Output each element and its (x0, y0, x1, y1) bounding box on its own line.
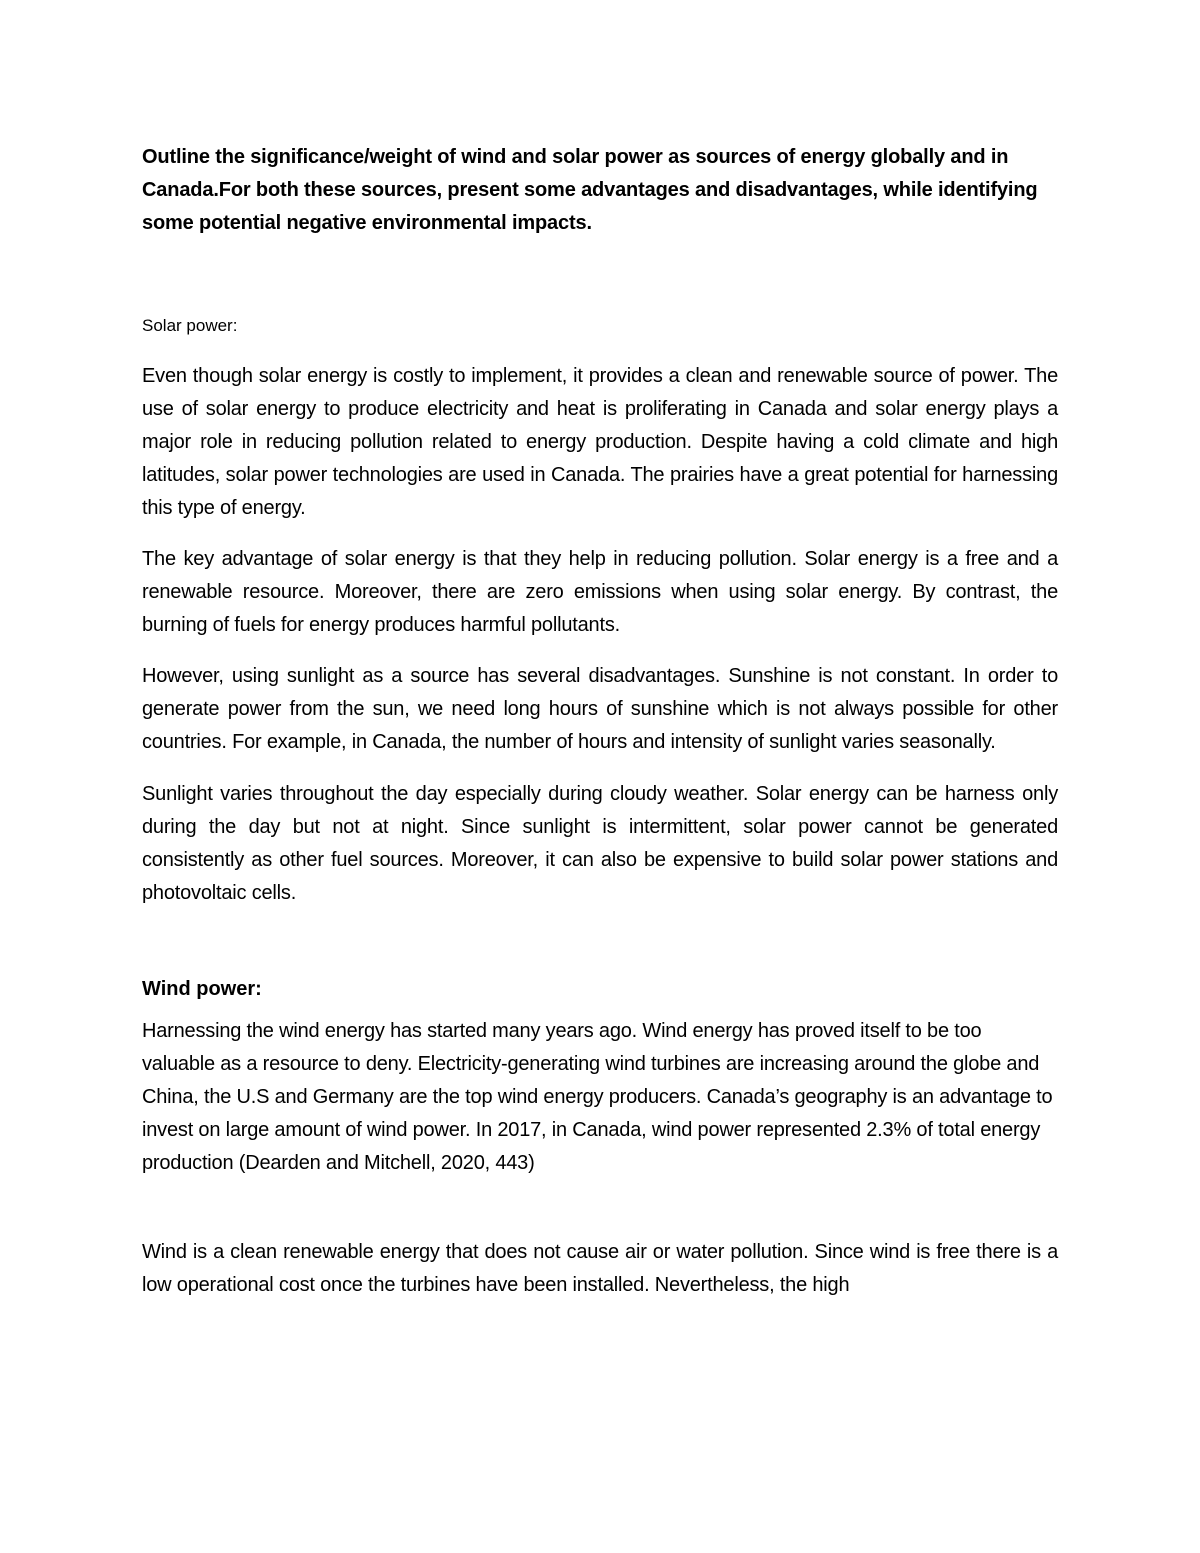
wind-power-label: Wind power: (142, 978, 262, 1000)
solar-paragraph-2: The key advantage of solar energy is that they help in reducing pollution. Solar energy is a free and a renewable resource. Moreover, there are zero emissions when using solar energy. By contrast, the burning of fuels for energy produces harmful pollutants. (142, 548, 1058, 636)
wind-paragraph-1: Harnessing the wind energy has started many years ago. Wind energy has proved itself to be too valuable as a resource to deny. Electricity-generating wind turbines are increasing around the globe and China, the U.S and Germany are the top wind energy producers. Canada’s geography is an advantage to invest on large amount of wind power. In 2017, in Canada, wind power represented 2.3% of total energy production (Dearden and Mitchell, 2020, 443) (142, 1020, 1053, 1174)
solar-paragraph-1: Even though solar energy is costly to implement, it provides a clean and renewable source of power. The use of solar energy to produce electricity and heat is proliferating in Canada and solar energy plays a major role in reducing pollution related to energy production. Despite having a cold climate and high latitudes, solar power technologies are used in Canada. The prairies have a great potential for harnessing this type of energy. (142, 365, 1058, 519)
document-body (142, 141, 1058, 1302)
solar-power-label: Solar power: (142, 316, 238, 335)
solar-paragraph-3: However, using sunlight as a source has several disadvantages. Sunshine is not constant. In order to generate power from the sun, we need long hours of sunshine which is not always possible for other countries. For example, in Canada, the number of hours and intensity of sunlight varies seasonally. (142, 665, 1058, 753)
solar-paragraph-4: Sunlight varies throughout the day especially during cloudy weather. Solar energy can be harness only during the day but not at night. Since sunlight is intermittent, solar power cannot be generated consistently as other fuel sources. Moreover, it can also be expensive to build solar power stations and photovoltaic cells. (142, 783, 1058, 904)
wind-paragraph-2: Wind is a clean renewable energy that does not cause air or water pollution. Since wind is free there is a low operational cost once the turbines have been installed. Nevertheless, the high (142, 1241, 1058, 1296)
question-heading: Outline the significance/weight of wind and solar power as sources of energy globally and in Canada.For both these sources, present some advantages and disadvantages, while identifying some potential negative environmental impacts. (142, 146, 1038, 234)
